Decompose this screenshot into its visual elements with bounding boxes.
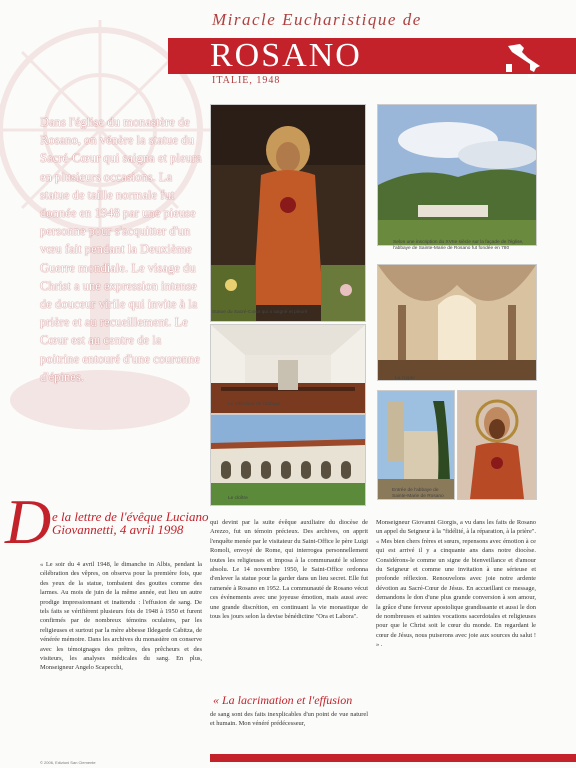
drop-cap: D <box>5 486 52 557</box>
subheading: « La lacrimation et l'effusion <box>213 693 353 707</box>
text-column-1: « Le soir du 4 avril 1948, le dimanche in Albis, pendant la célébration des vêpres, on observa pour la première fois, que des yeux de la statue, tombaient des gouttes comme des larmes. Au mois de juin de la même année, eut lieu un autre prodige impressionnant et inattendu : l'effusion de sang. De tels faits se vérifièrent plusieurs fois de 1948 à 1950 et furent confirmés par de nombreux témoins oculaires, par les religieuses et surtout par la mère abbesse Ildegarde Cabitza, de vénérée mémoire. Dans les archives du monastère on conserve avec les témoignages des prêtres, des prêcheurs et des visiteurs, les analyses médicales du sang. En plus, Monseigneur Angelo Scapecchi, <box>40 561 202 672</box>
photo-statue-face <box>457 390 537 500</box>
copyright: © 2006, Edizioni San Clemente <box>40 760 96 765</box>
italy-map-icon <box>500 42 544 80</box>
source-heading: e la lettre de l'évêque Luciano Giovannetti, 4 avril 1998 <box>52 509 209 537</box>
intro-text: Dans l'église du monastère de Rosano, on vénère la statue du Sacré-Cœur qui saigna et pleura en plusieurs occasions. La statue de taille normale fut donnée en 1948 par une pieuse personne pour s'acquitter d'un vœu fait pendant la Deuxième Guerre mondiale. Le visage du Christ a une expression intense de douceur virile qui invite à la prière et au recueillement. Le Cœur est au centre de la poitrine entouré d'une couronne d'épines. <box>40 115 202 384</box>
page-subtitle: ITALIE, 1948 <box>212 75 281 86</box>
text-column-3: Monseigneur Giovanni Giorgis, a vu dans les faits de Rosano un appel du Seigneur à la "fidélité, à la réparation, à la prière". « Mes bien chers frères et sœurs, repensons avec émotion à ce qui est arrivé il y a cinquante ans dans notre diocèse. Considérons-le comme un signe de bienveillance et d'amour du Seigneur et comme une invitation à une sérieuse et profonde réflexion. Renouvelons avec joie notre ardente dévotion au Sacré-Cœur de Jésus. En accueillant ce message, demandons le don d'une plus grande conversion à son amour, la grâce d'une ferveur apostolique grandissante et aussi le don de nombreuses et saintes vocations sacerdotales et religieuses pour que le Christ soit le cœur du monde. En regardant le cœur de Jésus, nous puiserons avec joie aux sources du salut ! » . <box>376 519 536 649</box>
photo-entrance <box>377 390 455 500</box>
text-column-2b: de sang sont des faits inexplicables d'un point de vue naturel et humain. Mon vénéré prédécesseur, <box>210 711 368 728</box>
caption-entrance: Entrée de l'abbaye de Sainte-Marie de Rosano <box>392 488 444 499</box>
page-title: ROSANO <box>210 37 362 74</box>
caption-landscape: Selon une inscription du XVIIe siècle sur la façade de l'église, l'abbaye de Sainte-Marie de Rosano fut fondée en 780 <box>393 240 524 251</box>
caption-refectory: Le réfectoire de l'abbaye <box>228 402 281 407</box>
photo-crypt <box>377 264 537 381</box>
caption-crypt: La crypte <box>395 376 415 381</box>
caption-statue: Statue du Sacré-Cœur qui a saigné et pleuré <box>212 310 308 315</box>
photo-cloister <box>210 414 366 506</box>
text-column-2a: qui devint par la suite évêque auxiliaire du diocèse de Arezzo, fut un témoin précieux. Des archives, on apprit l'enquête menée par le visitateur du Saint-Office le père Luigi Romoli, envoyé de Rome, qui interrogea personnellement toutes les religieuses et imposa à la communauté le silence absolu. Le 14 novembre 1950, le Saint-Office ordonna d'enlever la statue pour la garder dans un lieu secret. Elle fut ramenée à Rosano en 1952. La communauté de Rosano vécut ces événements avec une joyeuse émotion, mais aussi avec une grande discrétion, en continuant la vie monastique de tous les jours selon la devise bénédictine "Ora et Labora". <box>210 519 368 621</box>
photo-refectory <box>210 324 366 414</box>
footer-bar <box>210 754 576 762</box>
caption-cloister: Le cloître <box>228 496 248 501</box>
photo-statue <box>210 104 366 322</box>
pretitle: Miracle Eucharistique de <box>212 10 422 29</box>
photo-landscape <box>377 104 537 246</box>
